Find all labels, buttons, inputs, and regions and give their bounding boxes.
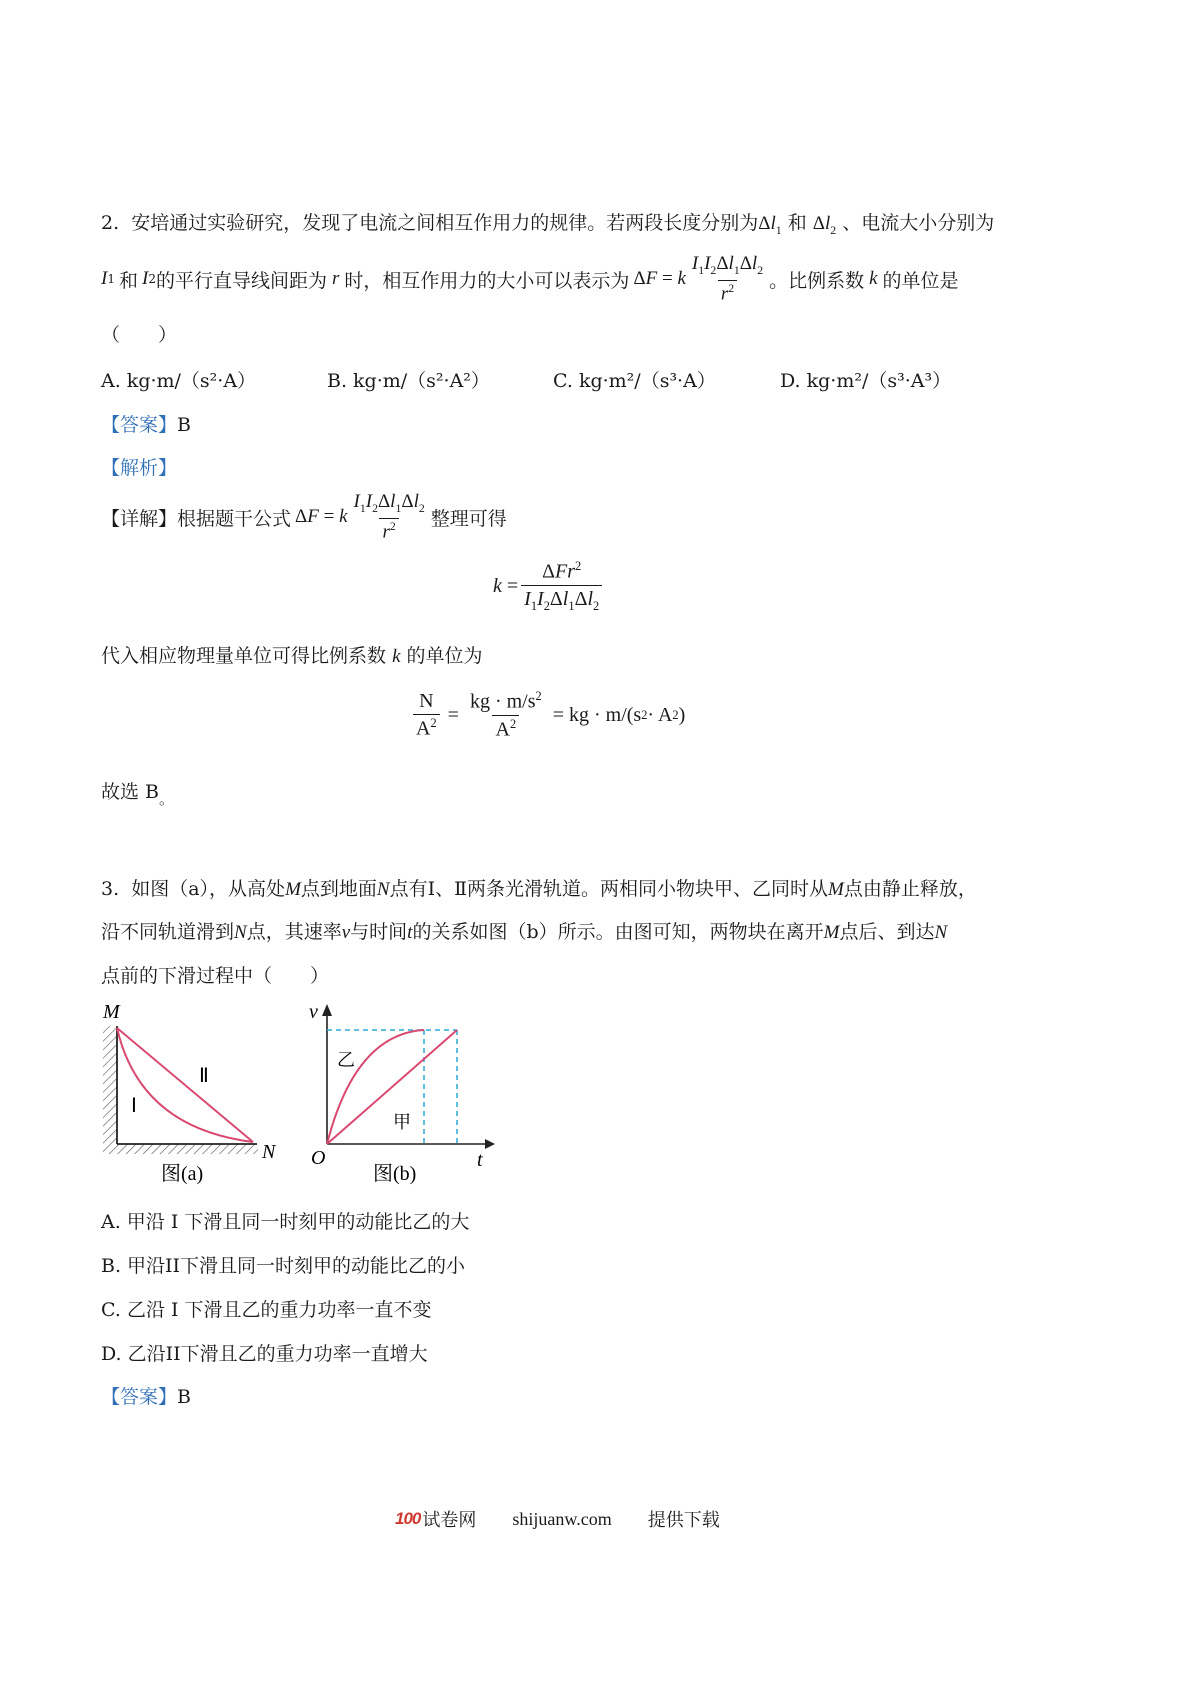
figure-a xyxy=(95,998,295,1193)
force-formula: ΔF = k xyxy=(633,268,686,290)
q2-number: 2. xyxy=(101,212,120,234)
q2-line1: 2. 安培通过实验研究，发现了电流之间相互作用力的规律。若两段长度分别为$\Delta l_1$ 和 $\Delta l_2$ 、电流大小分别为 xyxy=(101,212,995,237)
label-M: M xyxy=(103,1001,120,1023)
label-jia: 甲 xyxy=(393,1112,411,1133)
q3-line2: 沿不同轨道滑到N点，其速率v与时间t的关系如图（b）所示。由图可知，两物块在离开M点后、到达N xyxy=(101,921,948,943)
q2-conclusion: 故选 $B_。$ xyxy=(101,781,175,808)
q3-option-c: C. 乙沿 I 下滑且乙的重力功率一直不变 xyxy=(101,1299,432,1321)
q3-line1: 3. 如图（a），从高处M点到地面N点有Ⅰ、Ⅱ两条光滑轨道。两相同小物块甲、乙同时从M点由静止释放， xyxy=(101,878,977,900)
wall-hatch xyxy=(103,1026,117,1144)
caption-a: 图(a) xyxy=(161,1163,204,1185)
q2-sub-text: 代入相应物理量单位可得比例系数 k 的单位为 xyxy=(101,645,483,667)
site-logo: 100 xyxy=(395,1509,421,1528)
caption-b: 图(b) xyxy=(373,1163,417,1185)
figure-b xyxy=(305,998,495,1193)
answer-value: B xyxy=(177,1386,191,1408)
q2-option-c: C. kg·m²/（s³·A） xyxy=(553,370,716,392)
q2-option-b: B. kg·m/（s²·A²） xyxy=(327,370,490,392)
ground-hatch xyxy=(103,1144,258,1154)
answer-value: B xyxy=(177,414,191,436)
q2-answer xyxy=(101,410,191,437)
q3-option-d: D. 乙沿II下滑且乙的重力功率一直增大 xyxy=(101,1343,428,1365)
q3-line3: 点前的下滑过程中（ ） xyxy=(101,965,330,987)
track-2-line xyxy=(117,1028,253,1142)
jia-line xyxy=(327,1030,457,1144)
q2-option-d: D. kg·m²/（s³·A³） xyxy=(780,370,952,392)
unit-equation: $\frac{N}{A^2}$ = $\frac{kg \cdot m/s^2}{A^2}$ = kg · m/(s 2 · A 2 ) xyxy=(410,690,685,740)
site-name: 试卷网 xyxy=(422,1510,477,1531)
label-v: v xyxy=(309,1001,318,1023)
q2-line2: I 1 和 I 2 的平行直导线间距为 r 时，相互作用力的大小可以表示为 ΔF = k $\frac{I_1I_2\Delta l_1\Delta l_2}{r^2}$ 。比例系数 k 的单位是 xyxy=(101,253,959,305)
footer xyxy=(395,1506,720,1532)
label-track-2: Ⅱ xyxy=(199,1065,209,1087)
q2-detail: 【详解】 根据题干公式 ΔF = k $\frac{I_1I_2\Delta l_1\Delta l_2}{r^2}$ 整理可得 xyxy=(101,491,507,543)
label-N: N xyxy=(262,1141,276,1163)
q2-option-a: A. kg·m/（s²·A） xyxy=(101,370,257,392)
provide-download: 提供下载 xyxy=(647,1510,720,1531)
label-O: O xyxy=(311,1147,326,1169)
q3-answer xyxy=(101,1382,191,1409)
q2-paren: （ ） xyxy=(101,324,178,346)
k-equation: k = $\frac{\Delta Fr^2}{I_1I_2\Delta l_1\Delta l_2}$ xyxy=(493,560,605,613)
label-yi: 乙 xyxy=(337,1050,355,1071)
answer-tag: 【答案】 xyxy=(101,1386,178,1408)
q3-option-a: A. 甲沿 I 下滑且同一时刻甲的动能比乙的大 xyxy=(101,1211,470,1233)
q3-number: 3. xyxy=(101,878,120,900)
detail-tag: 【详解】 xyxy=(101,507,178,530)
analysis-tag: 【解析】 xyxy=(101,457,178,479)
site-url[interactable]: shijuanw.com xyxy=(512,1508,612,1529)
q2-text-1a: 安培通过实验研究，发现了电流之间相互作用力的规律。若两段长度分别为 xyxy=(131,212,759,234)
detail-fraction: $\frac{I_1I_2\Delta l_1\Delta l_2}{r^2}$ xyxy=(353,491,425,543)
q3-option-b: B. 甲沿II下滑且同一时刻甲的动能比乙的小 xyxy=(101,1255,466,1277)
force-fraction: $\frac{I_1I_2\Delta l_1\Delta l_2}{r^2}$ xyxy=(691,253,764,305)
answer-tag: 【答案】 xyxy=(101,414,178,436)
q2-text-1b: 、电流大小分别为 xyxy=(842,212,995,234)
label-track-1: Ⅰ xyxy=(131,1095,137,1117)
label-t: t xyxy=(477,1149,483,1171)
